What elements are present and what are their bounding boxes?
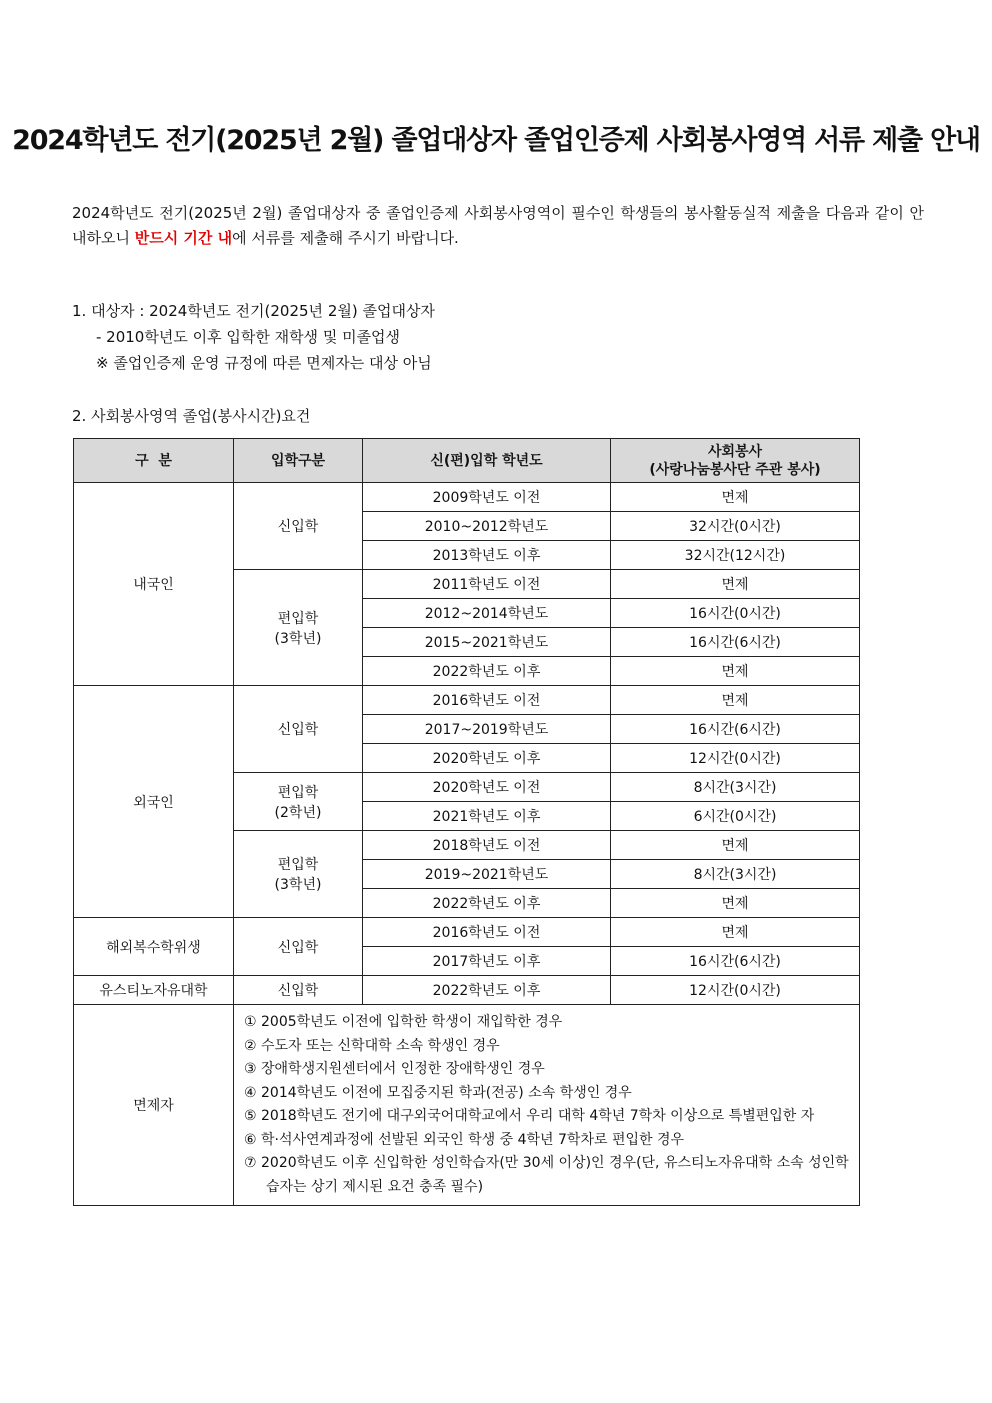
hours-cell: 8시간(3시간) [611,860,860,889]
exemption-item: ⑥ 학·석사연계과정에 선발된 외국인 학생 중 4학년 7학차로 편입한 경우 [244,1131,685,1148]
hours-cell: 8시간(3시간) [611,773,860,802]
group-double-degree: 해외복수학위생 [74,918,234,976]
hours-cell: 32시간(12시간) [611,541,860,570]
target-section [72,298,435,376]
hours-cell: 16시간(0시간) [611,599,860,628]
header-category: 구 분 [74,439,234,483]
hours-cell: 면제 [611,570,860,599]
exemption-list [234,1005,860,1206]
year-cell: 2019~2021학년도 [363,860,611,889]
header-service-line2: (사랑나눔봉사단 주관 봉사) [649,461,821,478]
year-cell: 2022학년도 이후 [363,657,611,686]
table-row [74,483,860,512]
year-cell: 2017학년도 이후 [363,947,611,976]
admission-transfer-2-line1: 편입학 [277,784,319,801]
table-row [74,1005,860,1206]
group-ustino: 유스티노자유대학 [74,976,234,1005]
target-line-1: - 2010학년도 이후 입학한 재학생 및 미졸업생 [96,328,401,346]
requirements-table [73,438,860,1206]
year-cell: 2021학년도 이후 [363,802,611,831]
hours-cell: 면제 [611,831,860,860]
year-cell: 2015~2021학년도 [363,628,611,657]
admission-transfer-2 [234,773,363,831]
year-cell: 2009학년도 이전 [363,483,611,512]
admission-transfer-2-line2: (2학년) [274,804,322,821]
hours-cell: 면제 [611,483,860,512]
admission-transfer-3-line1: 편입학 [277,610,319,627]
header-service-line1: 사회봉사 [707,443,763,460]
exemption-item: ② 수도자 또는 신학대학 소속 학생인 경우 [244,1037,500,1054]
hours-cell: 16시간(6시간) [611,628,860,657]
hours-cell: 16시간(6시간) [611,947,860,976]
hours-cell: 32시간(0시간) [611,512,860,541]
year-cell: 2012~2014학년도 [363,599,611,628]
admission-new: 신입학 [234,686,363,773]
table-row [74,686,860,715]
admission-new: 신입학 [234,918,363,976]
year-cell: 2013학년도 이후 [363,541,611,570]
hours-cell: 면제 [611,657,860,686]
page-title: 2024학년도 전기(2025년 2월) 졸업대상자 졸업인증제 사회봉사영역 서류 제출 안내 [12,125,980,156]
intro-text: 2024학년도 전기(2025년 2월) 졸업대상자 중 졸업인증제 사회봉사영역이 필수인 학생들의 봉사활동실적 제출을 다음과 같이 안내하오니 [72,204,924,247]
exemption-item: ① 2005학년도 이전에 입학한 학생이 재입학한 경우 [244,1014,563,1030]
intro-highlight: 반드시 기간 내 [134,229,233,247]
exemption-item: ③ 장애학생지원센터에서 인정한 장애학생인 경우 [244,1061,545,1077]
year-cell: 2022학년도 이후 [363,976,611,1005]
hours-cell: 6시간(0시간) [611,802,860,831]
hours-cell: 12시간(0시간) [611,976,860,1005]
year-cell: 2022학년도 이후 [363,889,611,918]
year-cell: 2020학년도 이후 [363,744,611,773]
intro-paragraph [72,201,924,251]
hours-cell: 면제 [611,686,860,715]
year-cell: 2010~2012학년도 [363,512,611,541]
header-year: 신(편)입학 학년도 [363,439,611,483]
exemption-item: ④ 2014학년도 이전에 모집중지된 학과(전공) 소속 학생인 경우 [244,1084,632,1101]
intro-text-end: 에 서류를 제출해 주시기 바랍니다. [232,229,459,247]
target-heading: 1. 대상자 : 2024학년도 전기(2025년 2월) 졸업대상자 [72,302,435,320]
year-cell: 2018학년도 이전 [363,831,611,860]
admission-transfer-3 [234,570,363,686]
group-exempt: 면제자 [74,1005,234,1206]
exemption-item: ⑤ 2018학년도 전기에 대구외국어대학교에서 우리 대학 4학년 7학차 이상으로 특별편입한 자 [244,1108,815,1124]
table-header-row [74,439,860,483]
hours-cell: 16시간(6시간) [611,715,860,744]
table-row [74,976,860,1005]
group-domestic: 내국인 [74,483,234,686]
admission-transfer-3 [234,831,363,918]
admission-transfer-3-line2: (3학년) [274,630,322,647]
exemption-item: ⑦ 2020학년도 이후 신입학한 성인학습자(만 30세 이상)인 경우(단, 유스티노자유대학 소속 성인학습자는 상기 제시된 요건 충족 필수) [244,1155,849,1195]
admission-transfer-3-line2: (3학년) [274,877,322,893]
admission-new: 신입학 [234,483,363,570]
hours-cell: 면제 [611,918,860,947]
requirements-heading: 2. 사회봉사영역 졸업(봉사시간)요건 [72,407,311,425]
year-cell: 2016학년도 이전 [363,686,611,715]
admission-new: 신입학 [234,976,363,1005]
year-cell: 2017~2019학년도 [363,715,611,744]
header-admission: 입학구분 [234,439,363,483]
table-row [74,918,860,947]
year-cell: 2020학년도 이전 [363,773,611,802]
hours-cell: 면제 [611,889,860,918]
header-service [611,439,860,483]
year-cell: 2011학년도 이전 [363,570,611,599]
admission-transfer-3-line1: 편입학 [277,857,319,873]
year-cell: 2016학년도 이전 [363,918,611,947]
target-line-2: ※ 졸업인증제 운영 규정에 따른 면제자는 대상 아님 [96,354,432,372]
group-foreign: 외국인 [74,686,234,918]
hours-cell: 12시간(0시간) [611,744,860,773]
